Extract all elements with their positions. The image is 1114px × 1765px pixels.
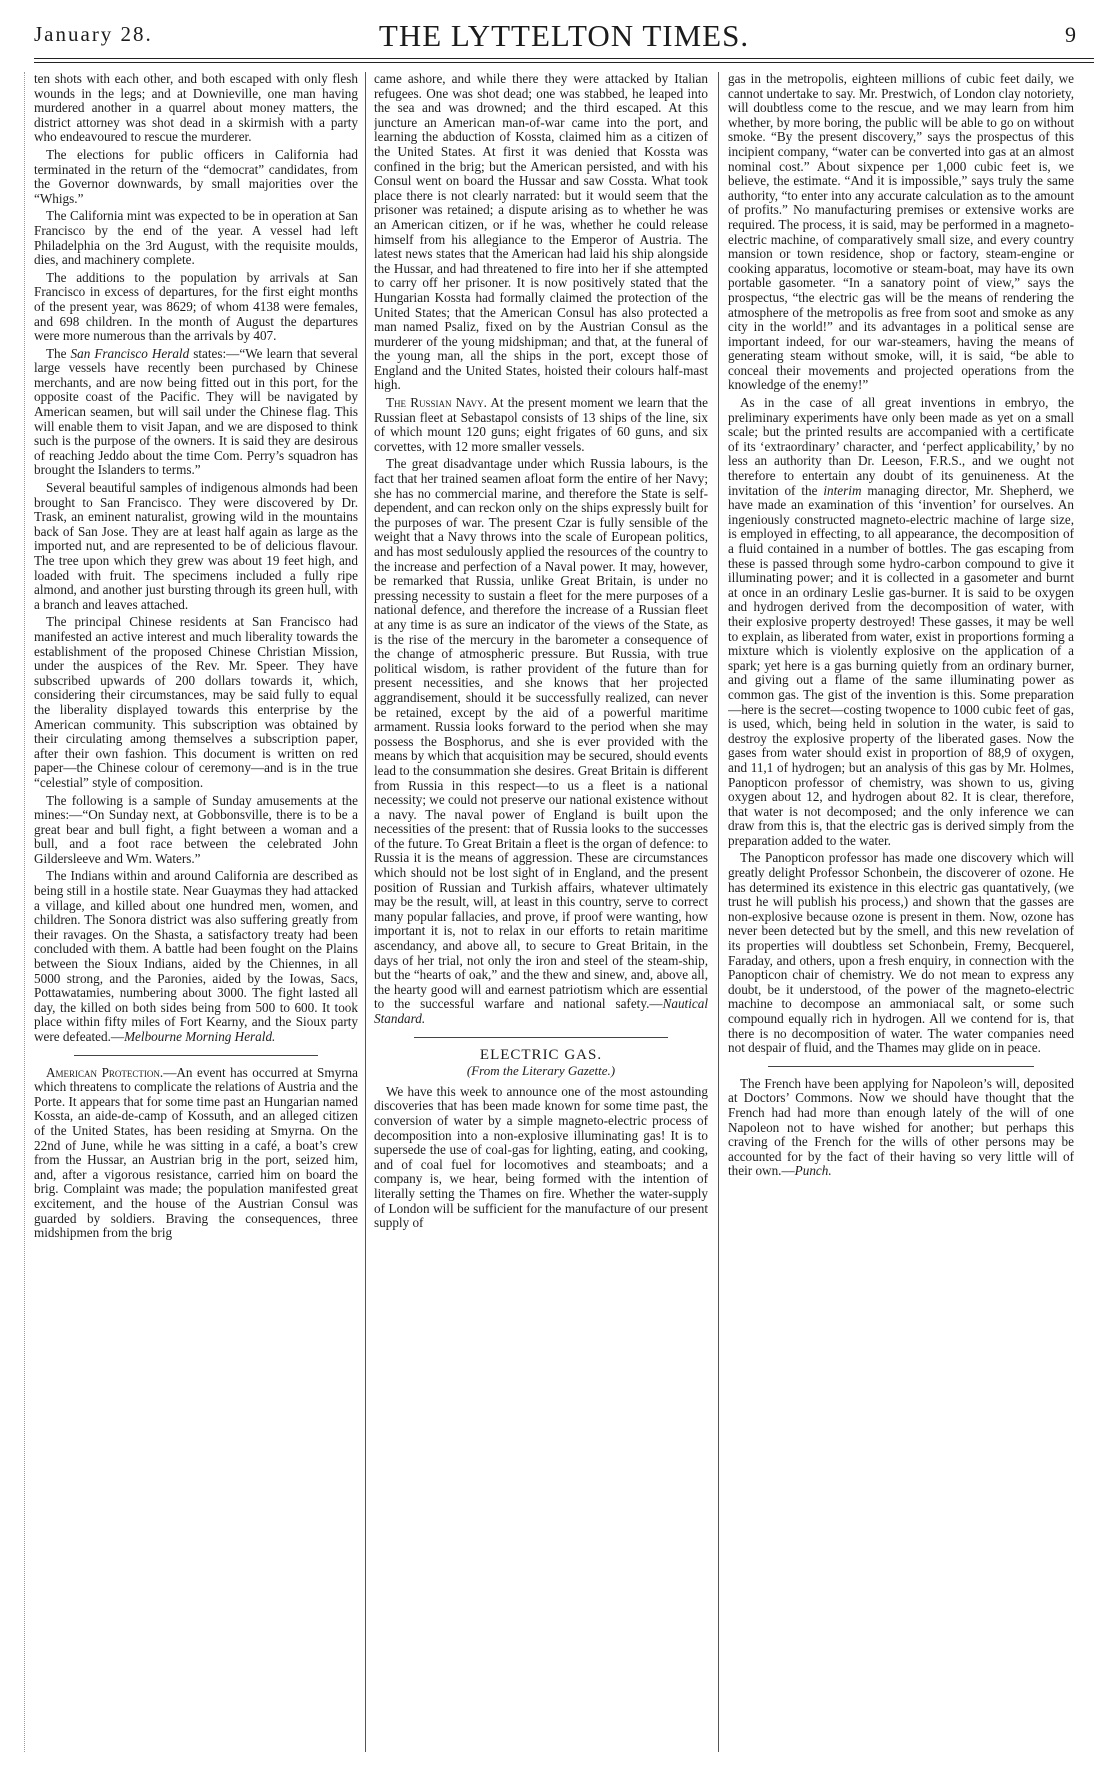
source-credit: Melbourne Morning Herald. bbox=[124, 1029, 276, 1044]
text-span: states:—“We learn that several large vessels have recently been purchased by Chinese merchants, and are now being fitted out in this port, for the opposite coast of the Pacific. They will be navigated by American seamen, but will sail under the Chinese flag. This will enable them to visit Japan, and we are disposed to think such is the purpose of the owners. It is said they are desirous of reaching Jeddo about the time Com. Perry’s squadron has brought the Islanders to terms.” bbox=[34, 345, 358, 478]
article-paragraph: Several beautiful samples of indigenous almonds had been brought to San Francisco. They were discovered by Dr. Trask, an eminent naturalist, growing wild in the mountains back of San Jose. They are at least half again as large as the imported nut, and are represented to be of delicious flavour. The tree upon which they grew was about 19 feet high, and loaded with fruit. The specimens included a fully ripe almond, and another just bursting through its green hull, with a branch and leaves attached. bbox=[34, 480, 358, 612]
article-paragraph: came ashore, and while there they were attacked by Italian refugees. One was shot dead; one was stabbed, he leaped into the sea and was drowned; and the third escaped. At this juncture an American man-of-war came into the port, and learning the abduction of Kossta, claimed him as a citizen of the United States. At first it was denied that Kossta was confined in the brig; but the American persisted, and with his Consul went on board the Hussar and saw Cossta. What took place there is not clearly narrated: but it would seem that the prisoner was retained; a dispute arising as to whether he was an American citizen, or if he was, whether he could release himself from his allegiance to the Emperor of Austria. The latest news states that the American had laid his ship alongside the Hussar, and had threatened to fire into her if she attempted to carry off her prisoner. It is now positively stated that the Hungarian Kossta had formally claimed the protection of the United States; that the American Consul has also protected a man named Psaliz, fixed on by the Austrian Consul as the murderer of the young midshipman; and that, at the funeral of the young man, all the ships in the port, except those of England and the United States, hoisted their colours half-mast high. bbox=[374, 72, 708, 393]
article-paragraph: ten shots with each other, and both escaped with only flesh wounds in the legs; and at Downieville, one man having murdered another in a quarrel about money matters, the district attorney was shot dead in a skirmish with a party who endeavoured to rescue the murderer. bbox=[34, 72, 358, 145]
text-span: The great disadvantage under which Russia labours, is the fact that her trained seamen afloat form the entire of her Navy; she has no commercial marine, and therefore the State is self-dependent, and can reckon only on the ships expressly built for the purposes of war. The present Czar is fully sensible of the weight that a Navy throws into the scale of European politics, and has most sedulously applied the resources of the country to the increase and perfection of a Naval power. It may, however, be remarked that Russia, unlike Great Britain, is under no pressing necessity to sustain a fleet for the mere purposes of a national defence, and therefore the increase of a Russian fleet at any time is as sure an indicator of the views of the State, as is the rise of the mercury in the barometer a consequence of the change of atmospheric pressure. But Russia, with true political wisdom, is rather provident of the future than for present necessities, and she knows that her projected aggrandisement, should it be successfully realized, can never be retained, except by the aid of a powerful maritime armament. Russia looks forward to the period when she may possess the Bosphorus, and she is ever provided with the means by which that acquisition may be secured, should events lead to the consummation she desires. Great Britain is different from Russia in this respect—to us a fleet is a national necessity; we could not preserve our national existence without a navy. The naval power of England is built upon the necessities of the present: that of Russia looks to the successes of the future. To Great Britain a fleet is the organ of defence: to Russia it is the means of aggression. These are circumstances which should not be lost sight of in England, and the present position of Russian and Turkish affairs, whatever ultimately may be the result, will, at least in this country, serve to correct many popular fallacies, and prove, if proof were wanting, how important it is, not to relax in our efforts to retain maritime ascendancy, and above all, to secure to Great Britain, in the days of her trial, not only the iron and steel of the steam-ship, but the “hearts of oak,” and the thew and sinew, and, above all, the hearty good will and earnest patriotism which are essential to the successful warfare and national safety.— bbox=[374, 456, 708, 1012]
article-paragraph: The elections for public officers in California had terminated in the return of the “democrat” candidates, from the Governor downwards, by small majorities over the “Whigs.” bbox=[34, 146, 358, 206]
article-paragraph: The following is a sample of Sunday amusements at the mines:—“On Sunday next, at Gobbonsville, there is to be a great bear and bull fight, a fight between a woman and a bull, and a foot race between the celebrated John Gildersleeve and Wm. Waters.” bbox=[34, 792, 358, 866]
text-span: The Indians within and around California are described as being still in a hostile state. Near Guaymas they had attacked a village, and killed about one hundred men, women, and children. The Sonora district was also suffering greatly from their ravages. On the Shasta, a satisfactory treaty had been concluded with them. A battle had been fought on the Plains between the Sioux Indians, aided by the Chiennes, in all 5000 strong, and the Paronies, aided by the Iowas, Sacs, Pottawatamies, numbering about 3000. The fight lasted all day, the killed on both sides being from 500 to 600. It took place within fifty miles of Fort Kearny, and the Sioux party were defeated.— bbox=[34, 868, 358, 1044]
article-paragraph bbox=[34, 869, 358, 1044]
article-paragraph: The additions to the population by arrivals at San Francisco in excess of departures, for the first eight months of the present year, was 8629; of whom 4138 were females, and 698 children. In the month of August the departures were more numerous than the arrivals by 407. bbox=[34, 269, 358, 344]
article-separator bbox=[414, 1037, 668, 1038]
source-credit: Punch. bbox=[794, 1163, 832, 1179]
text-span: As in the case of all great inventions in embryo, the preliminary experiments have only been made as yet on a small scale; but the printed results are accompanied with a certificate of its ‘extraordinary’ character, and ‘perfect applicability,’ by no less an authority than Dr. Leeson, F.R.S., and we ought not therefore to entertain any doubt of its genuineness. At the invitation of the bbox=[728, 395, 1074, 498]
text-span: The bbox=[46, 345, 71, 361]
page-number: 9 bbox=[1065, 22, 1076, 47]
article-separator bbox=[768, 1066, 1034, 1067]
article-paragraph: We have this week to announce one of the most astounding discoveries that has been made known for some time past, the conversion of water by a simple magneto-electric process of decomposition into a non-explosive illuminating gas! It is to supersede the use of coal-gas for lighting, eating, and cooking, and of coal fuel for locomotives and steamboats; and a company is, we hear, being formed with the intention of literally setting the Thames on fire. Whether the water-supply of London will be sufficient for the manufacture of our present supply of bbox=[374, 1083, 708, 1231]
text-span: The French have been applying for Napoleon’s will, deposited at Doctors’ Commons. Now we should have thought that the French had had more than enough lately of the will of one Napoleon not to have wished for another; but perhaps this craving of the French for the wills of other persons may be accounted for by the fact of their having so very little will of their own.— bbox=[728, 1075, 1074, 1179]
column-1 bbox=[34, 72, 358, 1752]
column-divider bbox=[365, 72, 366, 1752]
article-paragraph: The principal Chinese residents at San Francisco had manifested an active interest and much liberality towards the establishment of the proposed Chinese Christian Mission, under the auspices of the Rev. Mr. Speer. They have subscribed upwards of 200 dollars towards it, which, considering their circumstances, may be said fully to equal the liberality displayed towards this enterprise by the American community. This subscription was obtained by their circulating among themselves a subscription paper, after their own fashion. This document is written on red paper—the Chinese colour of ceremony—and is in the true “celestial” style of composition. bbox=[34, 614, 358, 790]
article-paragraph: gas in the metropolis, eighteen millions of cubic feet daily, we cannot undertake to say. Mr. Prestwich, of London clay notoriety, will doubtless come to the rescue, and we may learn from him whether, by more boring, the public will be able to go on without smoke. “By the present discovery,” says the prospectus of this incipient company, “water can be converted into gas at an almost nominal cost.” About sixpence per 1,000 cubic feet is, we believe, the estimate. “And it is impossible,” says truly the same authority, “to enter into any accurate calculation as to the amount of profits.” No manufacturing premises or extensive works are required. The process, it is said, may be performed in a magneto-electric machine, of comparatively small size, and every country mansion or town residence, shop or factory, steam-engine or cooking apparatus, locomotive or steam-boat, may have its own portable gasometer. “In a sanatory point of view,” says the prospectus, “the electric gas will be the means of rendering the atmosphere of the metropolis as free from soot and smoke as any city in the world!” and its advantages in a political sense are important indeed, for our war-steamers, having the means of generating steam without smoke, will, it is said, “be able to conceal their movements and projected operations from the knowledge of the enemy!” bbox=[728, 72, 1074, 393]
section-heading: ELECTRIC GAS. bbox=[479, 1046, 603, 1063]
column-3 bbox=[728, 72, 1074, 1752]
issue-date: January 28. bbox=[34, 22, 153, 46]
article-paragraph bbox=[374, 457, 708, 1026]
masthead bbox=[34, 18, 1094, 54]
newspaper-title: THE LYTTELTON TIMES. bbox=[378, 18, 750, 53]
page-edge-rule bbox=[24, 72, 25, 1752]
article-paragraph bbox=[34, 347, 358, 478]
article-paragraph: The California mint was expected to be in operation at San Francisco by the end of the year. A vessel had left Philadelphia on the 3rd August, with the requisite moulds, dies, and machinery complete. bbox=[34, 208, 358, 268]
text-span: managing director, Mr. Shepherd, we have made an examination of this ‘invention’ for ourselves. An ingeniously constructed magneto-electric machine of large size, is employed in effecting, to all appearance, the decomposition of a fluid contained in a number of bottles. The gas escaping from these is passed through some hydro-carbon compound to give it illuminating power; and it is collected in a gasometer and burnt at once in an ordinary Leslie gas-burner. It is said to be oxygen and hydrogen derived from the decomposition of water, with their explosive property destroyed! These gasses, it may be well to explain, as liberated from water, exist in proportions forming a mixture which is violently explosive on the application of a spark; yet here is a gas burning quietly from an ordinary burner, and giving out a flame of the same illuminating power as common gas. The gist of the invention is this. Some preparation—here is the secret—costing twopence to 1000 cubic feet of gas, is used, which, being held in solution in the water, is said to destroy the explosive property of the liberated gases. Now the gases from water should exist in proportion of 88,9 of oxygen, and 11,1 of hydrogen; but an analysis of this gas by Mr. Holmes, Panopticon professor of chemistry, was shown to us, giving oxygen about 12, and hydrogen about 82. It is clear, therefore, that water is not decomposed; and the only inference we can draw from this is, that the electric gas is derived simply from the preparation added to the water. bbox=[728, 482, 1074, 848]
source-credit: Nautical Standard. bbox=[374, 996, 708, 1026]
article-heading: American Protection. bbox=[46, 1064, 164, 1080]
article-paragraph bbox=[728, 396, 1074, 848]
article-paragraph bbox=[728, 1077, 1074, 1179]
column-2 bbox=[374, 72, 708, 1752]
article-paragraph bbox=[34, 1066, 358, 1241]
article-separator bbox=[74, 1055, 318, 1056]
masthead-rule-bottom bbox=[34, 62, 1094, 63]
article-paragraph bbox=[374, 396, 708, 454]
column-divider bbox=[718, 72, 719, 1752]
section-subheading: (From the Literary Gazette.) bbox=[466, 1063, 616, 1079]
article-heading: The Russian Navy. bbox=[386, 395, 487, 411]
masthead-rule-top bbox=[34, 58, 1094, 59]
text-span: At the present moment we learn that the Russian fleet at Sebastapol consists of 13 ships of the line, six of which mount 120 guns; eight frigates of 60 guns, and six corvettes, with 12 more smaller vessels. bbox=[374, 395, 708, 454]
emphasis-text: interim bbox=[823, 482, 862, 498]
text-span: —An event has occurred at Smyrna which threatens to complicate the relations of Austria and the Porte. It appears that for some time past an Hungarian named Kossta, an aide-de-camp of Kossuth, and an alleged citizen of the United States, has been residing at Smyrna. On the 22nd of June, while he was sitting in a café, a boat’s crew from the Hussar, an Austrian brig in the port, seized him, and, after a vigorous resistance, carried him on board the brig. Complaint was made; the population manifested great excitement, and the house of the Austrian Consul was guarded by soldiers. Braving the consequences, three midshipmen from the brig bbox=[34, 1064, 358, 1241]
newspaper-reference: San Francisco Herald bbox=[70, 345, 190, 361]
article-paragraph: The Panopticon professor has made one discovery which will greatly delight Professor Schonbein, the discoverer of ozone. He has determined its existence in this electric gas quantatively, (we trust he will publish his process,) and shown that the gasses are non-explosive because ozone is present in them. Now, ozone has never been detected but by the smell, and this new revelation of its properties will doubtless set Schonbein, Fremy, Becquerel, Faraday, and others, upon a fresh enquiry, in connection with the Panopticon chair of chemistry. We do not mean to express any doubt, be it understood, of the power of the magneto-electric machine to decompose an ammoniacal salt, or some such compound equally rich in hydrogen. All we contend for is, that there is no decomposition of water. The water companies need not despair of fluid, and the Thames may glide on in peace. bbox=[728, 850, 1074, 1056]
